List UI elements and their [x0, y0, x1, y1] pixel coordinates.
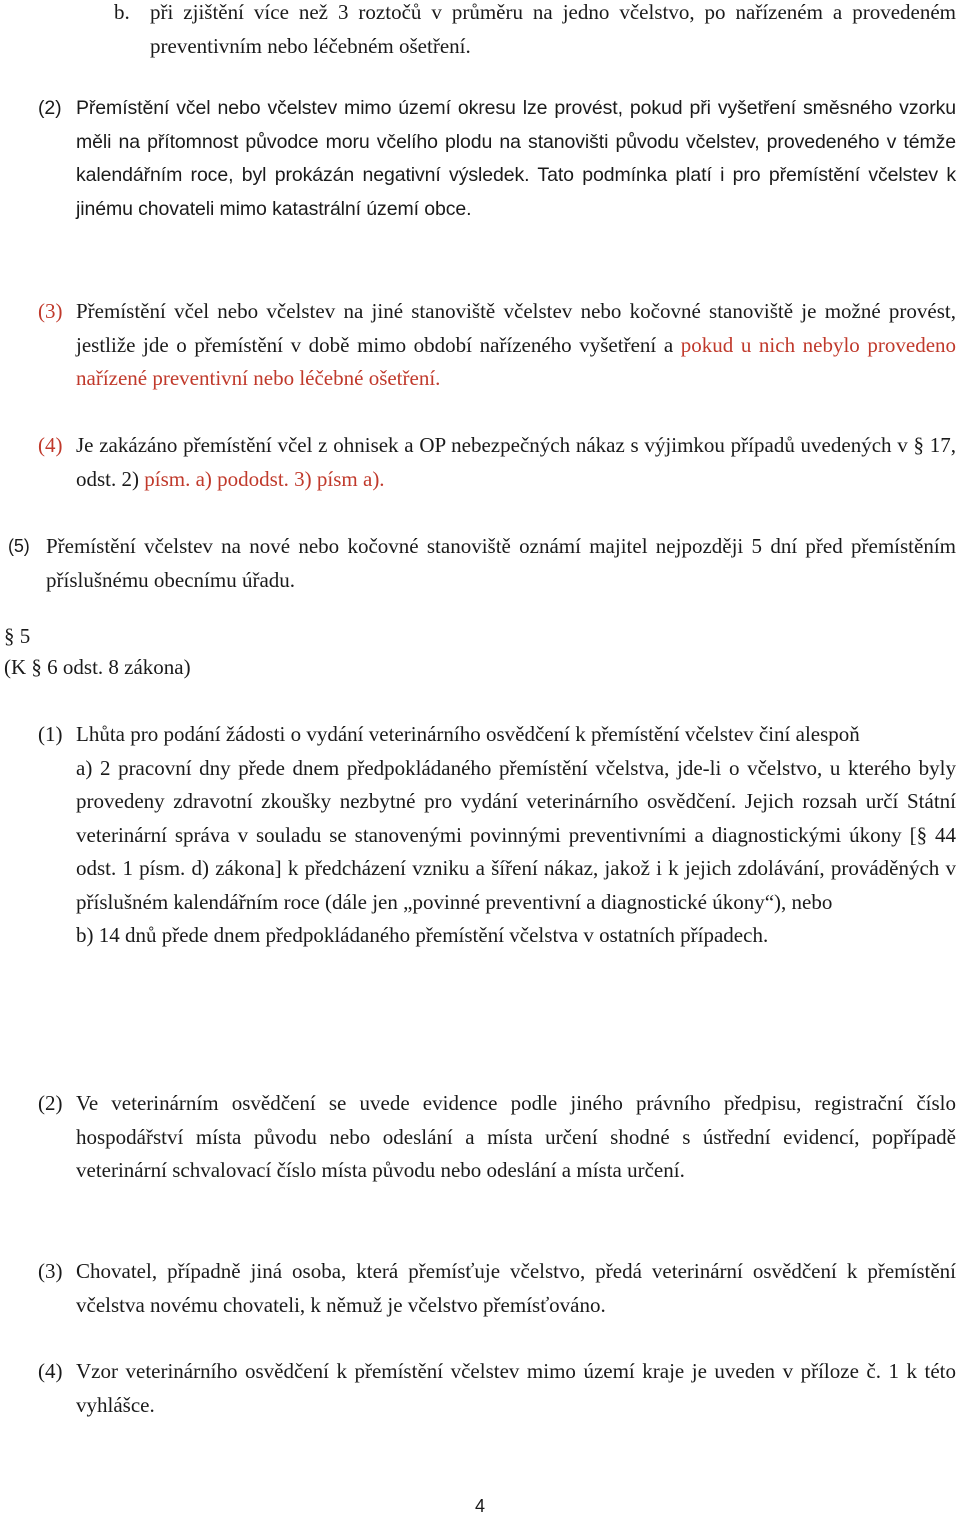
paragraph-text-main: Je zakázáno přemístění včel z ohnisek a OP nebezpečných nákaz s výjimkou případů uvedených v § 17, odst. 2)	[76, 433, 956, 491]
list-item-b	[114, 0, 956, 63]
paragraph-3	[38, 295, 956, 396]
subitem-a: a) 2 pracovní dny přede dnem předpokládaného přemístění včelstva, jde-li o včelstvo, u kterého byly provedeny zdravotní zkoušky nezbytné pro vydání veterinárního osvědčení. Jejich rozsah určí Státní veterinární správa v souladu se stanovenými povinnými preventivními a diagnostickými úkony [§ 44 odst. 1 písm. d) zákona] k předcházení vzniku a šíření nákaz, jakož i k jejich zdolávání, prováděných v příslušném kalendářním roce (dále jen „povinné preventivní a diagnostické úkony“), nebo	[76, 755, 956, 914]
paragraph-5	[8, 530, 956, 597]
paragraph-5-2	[38, 1087, 956, 1188]
paragraph-5-1	[38, 718, 956, 953]
paragraph-2	[38, 92, 956, 226]
list-marker: b.	[114, 0, 130, 24]
paragraph-number: (2)	[38, 97, 62, 119]
paragraph-number: (2)	[38, 1091, 63, 1115]
paragraph-number: (1)	[38, 722, 63, 746]
paragraph-text	[76, 429, 956, 496]
paragraph-text-amended: pokud u nich nebylo provedeno nařízené preventivní nebo léčebné ošetření.	[76, 332, 957, 390]
paragraph-text: Přemístění včel nebo včelstev mimo území okresu lze provést, pokud při vyšetření směsného vzorku měli na přítomnost původce moru včelího plodu na stanovišti původu včelstev, provedeného v témže kalendářním roce, byl prokázán negativní výsledek. Tato podmínka platí i pro přemístění včelstev k jinému chovateli mimo katastrální území obce.	[76, 97, 956, 220]
paragraph-number: (4)	[38, 433, 63, 457]
paragraph-5-3	[38, 1255, 956, 1322]
list-item-text: při zjištění více než 3 roztočů v průměru na jedno včelstvo, po nařízeném a provedeném preventivním nebo léčebném ošetření.	[150, 0, 956, 58]
paragraph-text	[76, 295, 956, 396]
paragraph-text: Vzor veterinárního osvědčení k přemístění včelstev mimo území kraje je uveden v příloze č. 1 k této vyhlášce.	[76, 1359, 956, 1417]
paragraph-text-amended: písm. a) pododst. 3) písm a).	[144, 466, 385, 491]
paragraph-number: (3)	[38, 1259, 63, 1283]
paragraph-number: (4)	[38, 1359, 63, 1383]
section-heading: § 5	[4, 624, 31, 648]
paragraph-number: (5)	[8, 536, 30, 556]
paragraph-number: (3)	[38, 299, 63, 323]
subitem-b: b) 14 dnů přede dnem předpokládaného přemístění včelstva v ostatních případech.	[76, 923, 769, 947]
paragraph-5-4	[38, 1355, 956, 1422]
paragraph-text: Ve veterinárním osvědčení se uvede evidence podle jiného právního předpisu, registrační číslo hospodářství místa původu nebo odeslání a místa určení shodné s ústřední evidencí, popřípadě veterinární schvalovací číslo místa původu nebo odeslání a místa určení.	[76, 1091, 956, 1182]
section-reference: (K § 6 odst. 8 zákona)	[4, 655, 191, 679]
paragraph-text-main: Přemístění včel nebo včelstev na jiné stanoviště včelstev nebo kočovné stanoviště je možné provést, jestliže jde o přemístění v době mimo období nařízeného vyšetření a	[76, 299, 956, 357]
paragraph-text	[76, 718, 956, 953]
paragraph-text: Chovatel, případně jiná osoba, která přemísťuje včelstvo, předá veterinární osvědčení k přemístění včelstva novému chovateli, k němuž je včelstvo přemísťováno.	[76, 1259, 956, 1317]
paragraph-intro: Lhůta pro podání žádosti o vydání veterinárního osvědčení k přemístění včelstev činí alespoň	[76, 722, 860, 746]
paragraph-4	[38, 429, 956, 496]
paragraph-text: Přemístění včelstev na nové nebo kočovné stanoviště oznámí majitel nejpozději 5 dní před přemístěním příslušnému obecnímu úřadu.	[46, 534, 956, 592]
page-number: 4	[474, 1496, 485, 1516]
